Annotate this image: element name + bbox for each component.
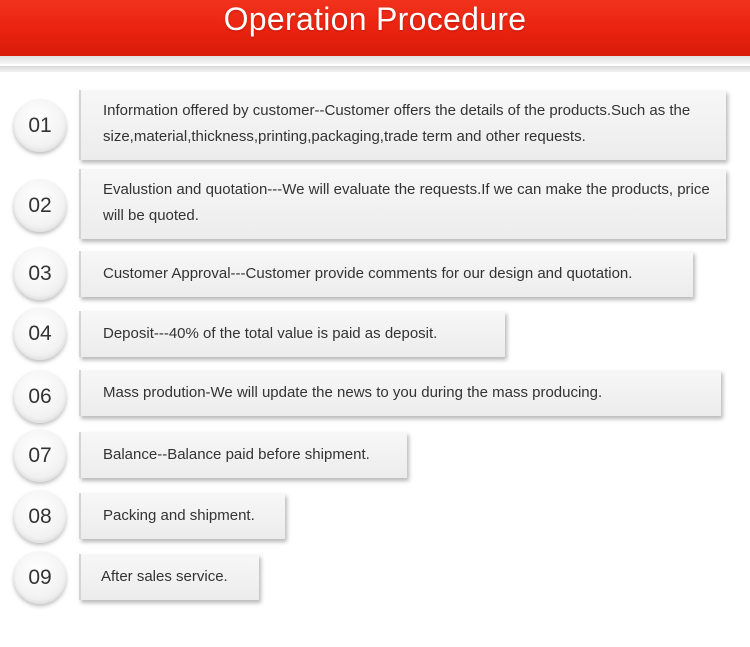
step-box-07: Balance--Balance paid before shipment. xyxy=(79,432,407,478)
step-box-06: Mass prodution-We will update the news to you during the mass producing. xyxy=(79,370,721,416)
step-number-03: 03 xyxy=(14,248,66,300)
page-title: Operation Procedure xyxy=(223,1,527,37)
step-number-09: 09 xyxy=(14,552,66,604)
step-number-06: 06 xyxy=(14,371,66,423)
step-number-08: 08 xyxy=(14,491,66,543)
step-box-04: Deposit---40% of the total value is paid as deposit. xyxy=(79,311,505,357)
step-box-01: Information offered by customer--Customer offers the details of the products.Such as the size,material,thickness,printing,packaging,trade term and other requests. xyxy=(79,90,726,160)
header-divider-lower xyxy=(0,66,750,72)
step-box-08: Packing and shipment. xyxy=(79,493,285,539)
step-box-03: Customer Approval---Customer provide comments for our design and quotation. xyxy=(79,251,693,297)
step-number-02: 02 xyxy=(14,180,66,232)
header-banner xyxy=(0,0,750,56)
step-box-02: Evalustion and quotation---We will evaluate the requests.If we can make the products, price will be quoted. xyxy=(79,169,726,239)
header-divider xyxy=(0,56,750,64)
step-number-07: 07 xyxy=(14,430,66,482)
step-number-04: 04 xyxy=(14,308,66,360)
step-number-01: 01 xyxy=(14,100,66,152)
step-box-09: After sales service. xyxy=(79,554,259,600)
